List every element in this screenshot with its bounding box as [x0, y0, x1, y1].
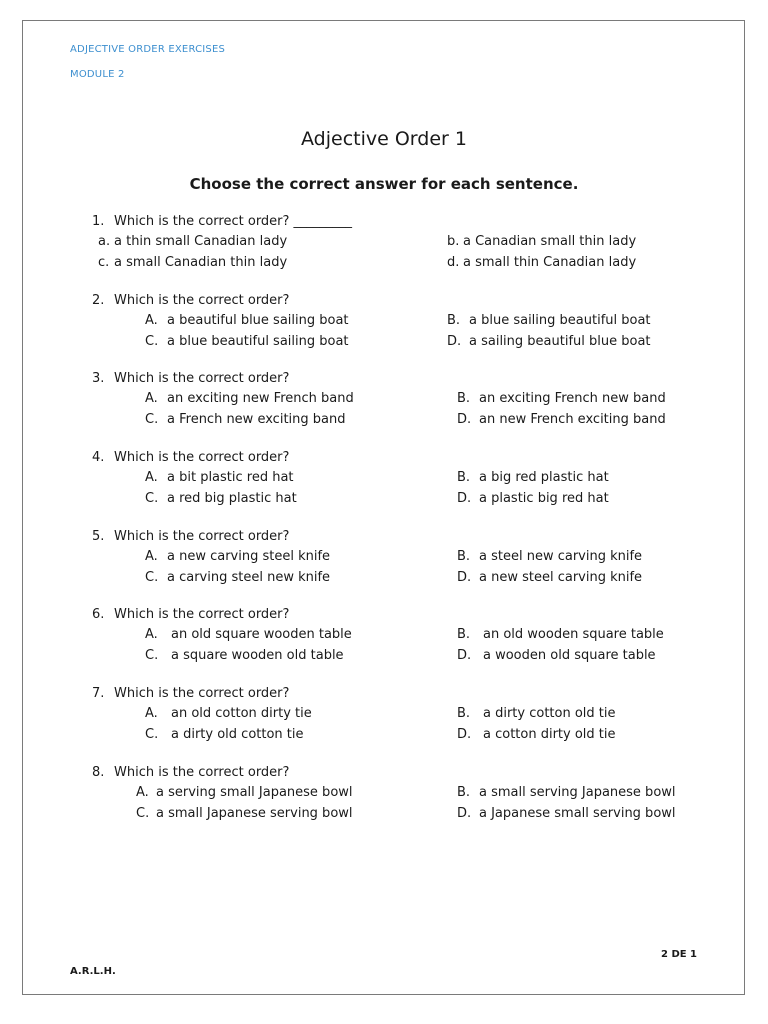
option-text: a steel new carving knife	[479, 549, 643, 564]
option-letter: D.	[457, 491, 472, 506]
option-text: a small thin Canadian lady	[463, 255, 637, 270]
question-text: Which is the correct order?	[114, 686, 290, 701]
answer-option-b[interactable]	[457, 470, 609, 485]
option-letter: D.	[457, 648, 472, 663]
question-prompt	[92, 686, 289, 701]
answer-option-d[interactable]	[447, 255, 636, 270]
answer-option-c[interactable]	[145, 334, 349, 349]
option-letter: C.	[145, 727, 159, 742]
question-number: 1.	[92, 214, 105, 229]
option-text: an exciting French new band	[479, 391, 666, 406]
option-text: an old square wooden table	[171, 627, 352, 642]
answer-option-d[interactable]	[457, 806, 676, 821]
option-letter: B.	[457, 706, 471, 721]
answer-option-c[interactable]	[145, 648, 344, 663]
option-letter: b.	[447, 234, 460, 249]
question-text: Which is the correct order?	[114, 450, 290, 465]
option-text: a small serving Japanese bowl	[479, 785, 676, 800]
answer-option-d[interactable]	[457, 570, 642, 585]
answer-option-b[interactable]	[447, 234, 636, 249]
answer-option-d[interactable]	[457, 412, 666, 427]
author-initials: A.R.L.H.	[70, 966, 116, 977]
option-letter: a.	[98, 234, 111, 249]
option-letter: D.	[457, 570, 472, 585]
answer-option-c[interactable]	[98, 255, 287, 270]
question-prompt	[92, 529, 289, 544]
option-letter: A.	[145, 313, 158, 328]
page-title: Adjective Order 1	[301, 128, 467, 150]
option-letter: B.	[457, 549, 471, 564]
answer-option-a[interactable]	[145, 470, 294, 485]
option-text: an old cotton dirty tie	[171, 706, 312, 721]
question-1	[92, 214, 732, 284]
answer-option-a[interactable]	[145, 627, 352, 642]
question-number: 8.	[92, 765, 105, 780]
option-letter: C.	[136, 806, 150, 821]
option-letter: C.	[145, 570, 159, 585]
answer-option-a[interactable]	[98, 234, 287, 249]
question-number: 7.	[92, 686, 105, 701]
option-text: a new carving steel knife	[167, 549, 331, 564]
option-letter: C.	[145, 412, 159, 427]
question-8	[92, 765, 732, 835]
option-letter: A.	[145, 391, 158, 406]
question-prompt	[92, 607, 289, 622]
answer-option-b[interactable]	[457, 391, 666, 406]
option-letter: B.	[457, 391, 471, 406]
option-letter: B.	[457, 627, 471, 642]
option-text: an old wooden square table	[483, 627, 664, 642]
answer-option-b[interactable]	[457, 627, 664, 642]
option-text: a plastic big red hat	[479, 491, 609, 506]
question-number: 2.	[92, 293, 105, 308]
option-letter: A.	[145, 470, 158, 485]
option-letter: C.	[145, 648, 159, 663]
question-prompt	[92, 765, 289, 780]
question-text: Which is the correct order?	[114, 293, 290, 308]
answer-option-d[interactable]	[447, 334, 651, 349]
header-course: ADJECTIVE ORDER EXERCISES	[70, 44, 226, 55]
option-text: a red big plastic hat	[167, 491, 297, 506]
answer-option-d[interactable]	[457, 727, 616, 742]
answer-option-c[interactable]	[145, 491, 297, 506]
option-letter: A.	[145, 549, 158, 564]
question-7	[92, 686, 732, 756]
question-number: 4.	[92, 450, 105, 465]
option-letter: D.	[447, 334, 462, 349]
option-text: a new steel carving knife	[479, 570, 643, 585]
option-text: a wooden old square table	[483, 648, 656, 663]
option-letter: D.	[457, 412, 472, 427]
question-3	[92, 371, 732, 441]
answer-option-a[interactable]	[145, 706, 312, 721]
option-text: a French new exciting band	[167, 412, 346, 427]
question-4	[92, 450, 732, 520]
option-letter: C.	[145, 334, 159, 349]
question-text: Which is the correct order?	[114, 607, 290, 622]
option-text: an exciting new French band	[167, 391, 354, 406]
option-text: a blue sailing beautiful boat	[469, 313, 651, 328]
option-letter: B.	[447, 313, 461, 328]
answer-option-d[interactable]	[457, 491, 609, 506]
answer-option-c[interactable]	[145, 412, 345, 427]
option-text: a thin small Canadian lady	[114, 234, 288, 249]
question-number: 3.	[92, 371, 105, 386]
question-6	[92, 607, 732, 677]
question-text: Which is the correct order?	[114, 765, 290, 780]
question-prompt	[92, 371, 289, 386]
option-text: a cotton dirty old tie	[483, 727, 616, 742]
option-letter: A.	[145, 706, 158, 721]
option-text: a small Japanese serving bowl	[156, 806, 353, 821]
answer-option-b[interactable]	[457, 706, 616, 721]
question-2	[92, 293, 732, 363]
question-prompt	[92, 293, 289, 308]
answer-option-b[interactable]	[457, 785, 676, 800]
answer-option-a[interactable]	[145, 549, 330, 564]
option-letter: A.	[145, 627, 158, 642]
page-number: 2 DE 1	[661, 949, 698, 960]
option-letter: D.	[457, 727, 472, 742]
option-letter: c.	[98, 255, 110, 270]
question-text: Which is the correct order? _________	[114, 214, 353, 229]
option-text: a square wooden old table	[171, 648, 344, 663]
header-module: MODULE 2	[70, 69, 125, 80]
question-prompt	[92, 214, 352, 229]
question-number: 5.	[92, 529, 105, 544]
option-text: a beautiful blue sailing boat	[167, 313, 349, 328]
option-text: a big red plastic hat	[479, 470, 609, 485]
option-letter: B.	[457, 785, 471, 800]
answer-option-c[interactable]	[145, 570, 330, 585]
instructions: Choose the correct answer for each sentence.	[189, 175, 579, 193]
question-prompt	[92, 450, 289, 465]
question-number: 6.	[92, 607, 105, 622]
option-text: a Canadian small thin lady	[463, 234, 637, 249]
option-text: a bit plastic red hat	[167, 470, 294, 485]
option-letter: C.	[145, 491, 159, 506]
option-text: a blue beautiful sailing boat	[167, 334, 349, 349]
answer-option-a[interactable]	[145, 391, 354, 406]
answer-option-d[interactable]	[457, 648, 656, 663]
option-text: a sailing beautiful blue boat	[469, 334, 651, 349]
option-text: a small Canadian thin lady	[114, 255, 288, 270]
option-text: an new French exciting band	[479, 412, 666, 427]
answer-option-a[interactable]	[145, 313, 349, 328]
option-letter: B.	[457, 470, 471, 485]
option-text: a Japanese small serving bowl	[479, 806, 676, 821]
question-text: Which is the correct order?	[114, 529, 290, 544]
option-letter: D.	[457, 806, 472, 821]
question-text: Which is the correct order?	[114, 371, 290, 386]
option-text: a serving small Japanese bowl	[156, 785, 353, 800]
answer-option-b[interactable]	[457, 549, 642, 564]
option-text: a dirty cotton old tie	[483, 706, 616, 721]
option-letter: d.	[447, 255, 460, 270]
answer-option-c[interactable]	[136, 806, 353, 821]
question-5	[92, 529, 732, 599]
answer-option-c[interactable]	[145, 727, 304, 742]
option-text: a dirty old cotton tie	[171, 727, 304, 742]
answer-option-b[interactable]	[447, 313, 651, 328]
answer-option-a[interactable]	[136, 785, 353, 800]
option-text: a carving steel new knife	[167, 570, 331, 585]
option-letter: A.	[136, 785, 149, 800]
